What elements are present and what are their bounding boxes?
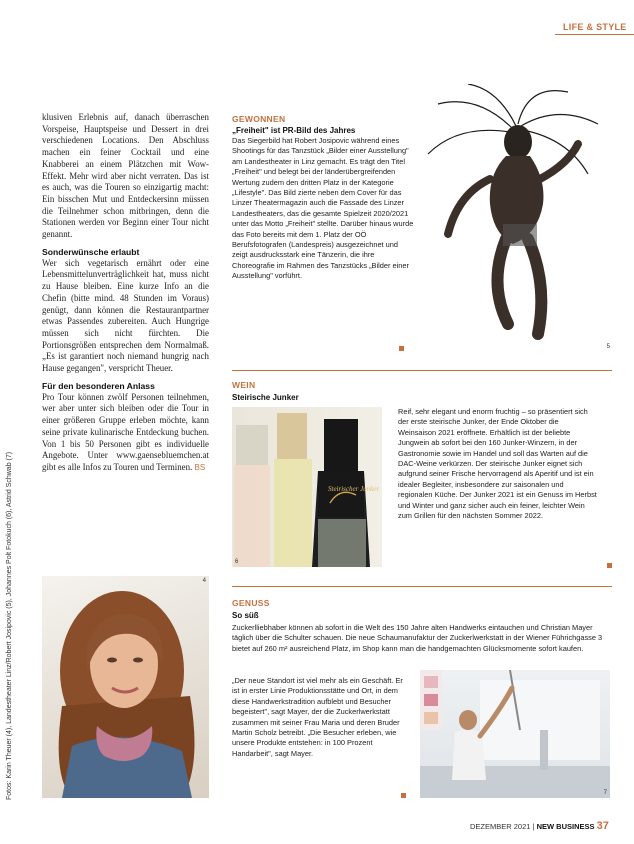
photo-number-5: 5 [606,344,610,350]
dancer-illustration [418,84,612,352]
photo-number-4: 4 [202,578,206,584]
footer-date: DEZEMBER 2021 [470,822,531,831]
gewonnen-endmark [399,346,404,351]
genuss-body-bottom: „Der neue Standort ist viel mehr als ein Geschäft. Er ist in erster Linie Produktionsstätte und Ort, in dem diese Handwerkstradition aufblebt und Besucher begeistert", sagt Mayer, der die Zuckerlwerkstatt zusammen mit seiner Frau Maria und deren Bruder Martin Scholz betreibt. „Die Besucher erleben, wie unsere Produkte entstehen: in 100 Prozent Handarbeit", sagt Mayer. [232,676,403,758]
left-heading-1: Sonderwünsche erlaubt [42,246,140,257]
left-intro: klusiven Erlebnis auf, danach überraschen Vorspeise, Hauptspeise und Dessert in drei verschiedenen Locations. Den Abschluss machen ein feiner Cocktail und eine Knabberei an einem Plätzchen mit Wow-Effekt. Mehr wird aber nicht verraten. Das ist es auch, was die Touren so einzigartig macht: Ein bisschen Mut und Entdeckersinn müssen die Teilnehmer schon mitbringen, denn die Stationen werden vor Beginn einer Tour nicht genannt. [42,112,209,240]
header-section: LIFE & STYLE [563,22,627,32]
genuss-body-top: Zuckerlliebhaber können ab sofort in die Welt des 150 Jahre alten Handwerks eintauchen und Christian Mayer täglich über die Schulter schauen. Die neue Schaumanufaktur der Zuckerlwerkstatt in der Wiener Führichgasse 3 bietet auf 260 m² ausreichend Platz, im Shop kann man die handgemachten Glücksmomente sofort kaufen. [232,623,603,653]
wein-title: Steirische Junker [232,393,299,402]
footer-separator: | [532,822,535,831]
genuss-article-top [232,623,612,654]
footer [470,820,620,832]
gewonnen-tag: GEWONNEN [232,114,286,124]
wein-body: Reif, sehr elegant und enorm fruchtig – so präsentiert sich der erste steirische Junker, der Ende Oktober die Weinsaison 2021 eröffnete. Erhältlich ist der beliebte Jungwein ab sofort bei den 160 Junker-Winzern, in der Gastronomie sowie im Handel und soll das Warten auf die DAC-Weine verkürzen. Der steirische Junker eignet sich aufgrund seiner Frische hervorragend als Aperitif und ist ein idealer Begleiter, insbesondere zur saisonalen und regionalen Küche. Der Junker 2021 ist ein Genuss im Herbst und Winter und ganz sicher auch ein feiner, leichter Wein zum Grillen für den nächsten Sommer 2022. [398,407,597,521]
left-para-1: Wer sich vegetarisch ernährt oder eine Lebensmittelunverträglichkeit hat, muss nicht zu Hause bleiben. Eine kurze Info an die Chefin (bitte mind. 48 Stunden im Voraus) genügt, dann können die Restaurantpartner etwas Passendes zubereiten. Auch Hungrige müssen sich nicht fürchten. Die Portionsgrößen entsprechen dem Normalmaß. „Es ist garantiert noch niemand hungrig nach Hause gegangen", verspricht Theuer. [42,257,209,374]
portrait-photo [42,576,209,798]
genuss-tag: GENUSS [232,598,270,608]
author-signature: BS [194,462,206,472]
gewonnen-title: „Freiheit" ist PR-Bild des Jahres [232,126,356,135]
wein-tag: WEIN [232,380,256,390]
left-heading-2: Für den besonderen Anlass [42,380,155,391]
header-rule [555,34,634,35]
candy-workshop-photo [420,670,610,798]
wine-bottles-illustration [232,407,382,567]
candy-workshop-illustration [420,670,610,798]
gewonnen-article [232,126,414,282]
wine-photo [232,407,382,567]
footer-page-number: 37 [596,820,609,832]
photo-credits: Fotos: Karin Theuer (4), Landestheater Linz/Robert Josipovic (5), Johannes Polt Fotokuch (6), Astrid Schwab (7) [6,451,13,800]
portrait-illustration [42,576,209,798]
wein-article [398,407,598,521]
photo-number-7: 7 [603,790,607,796]
bottle-label-text: Steirischer Junker [328,485,380,493]
footer-magazine: NEW BUSINESS [536,822,595,831]
photo-number-6: 6 [235,559,239,565]
wein-endmark [607,563,612,568]
genuss-endmark [401,793,406,798]
left-para-2: Pro Tour können zwölf Personen teilnehmen, wer aber unter sich bleiben oder die Tour in einer größeren Gruppe erleben möchte, kann seine private kulinarische Entdeckung buchen. Von 1 bis 50 Personen gibt es individuelle Angebote. Unter www.gaensebluemchen.at gibt es alle Infos zu Touren und Terminen. BS [42,391,209,472]
divider-1 [232,370,612,371]
genuss-article-bottom [232,676,412,759]
gewonnen-body: Das Siegerbild hat Robert Josipovic während eines Shootings für das Tanzstück „Bilder einer Ausstellung" am Landestheater in Linz gemacht. Es trägt den Titel „Freiheit" und belegt bei der länderübergreifenden Wertung zudem den dritten Platz in der Kategorie „Lifestyle". Das Bild zierte neben dem Cover für das Linzer Theatermagazin auch die Fassade des Linzer Landestheaters, das die gesamte Spielzeit 2020/2021 unter das Motto „Freiheit" stellte. Darüber hinaus wurde das Foto bereits mit dem 1. Platz der OÖ Berufsfotografen (Landespreis) ausgezeichnet und zeigt ausdrucksstark eine Tänzerin, die ihre Choreografie im Rahmen des Tanzstücks „Bilder einer Ausstellung" vorführt. [232,136,414,281]
dancer-photo [418,84,612,352]
divider-2 [232,586,612,587]
left-article [42,112,209,474]
genuss-title: So süß [232,611,259,620]
